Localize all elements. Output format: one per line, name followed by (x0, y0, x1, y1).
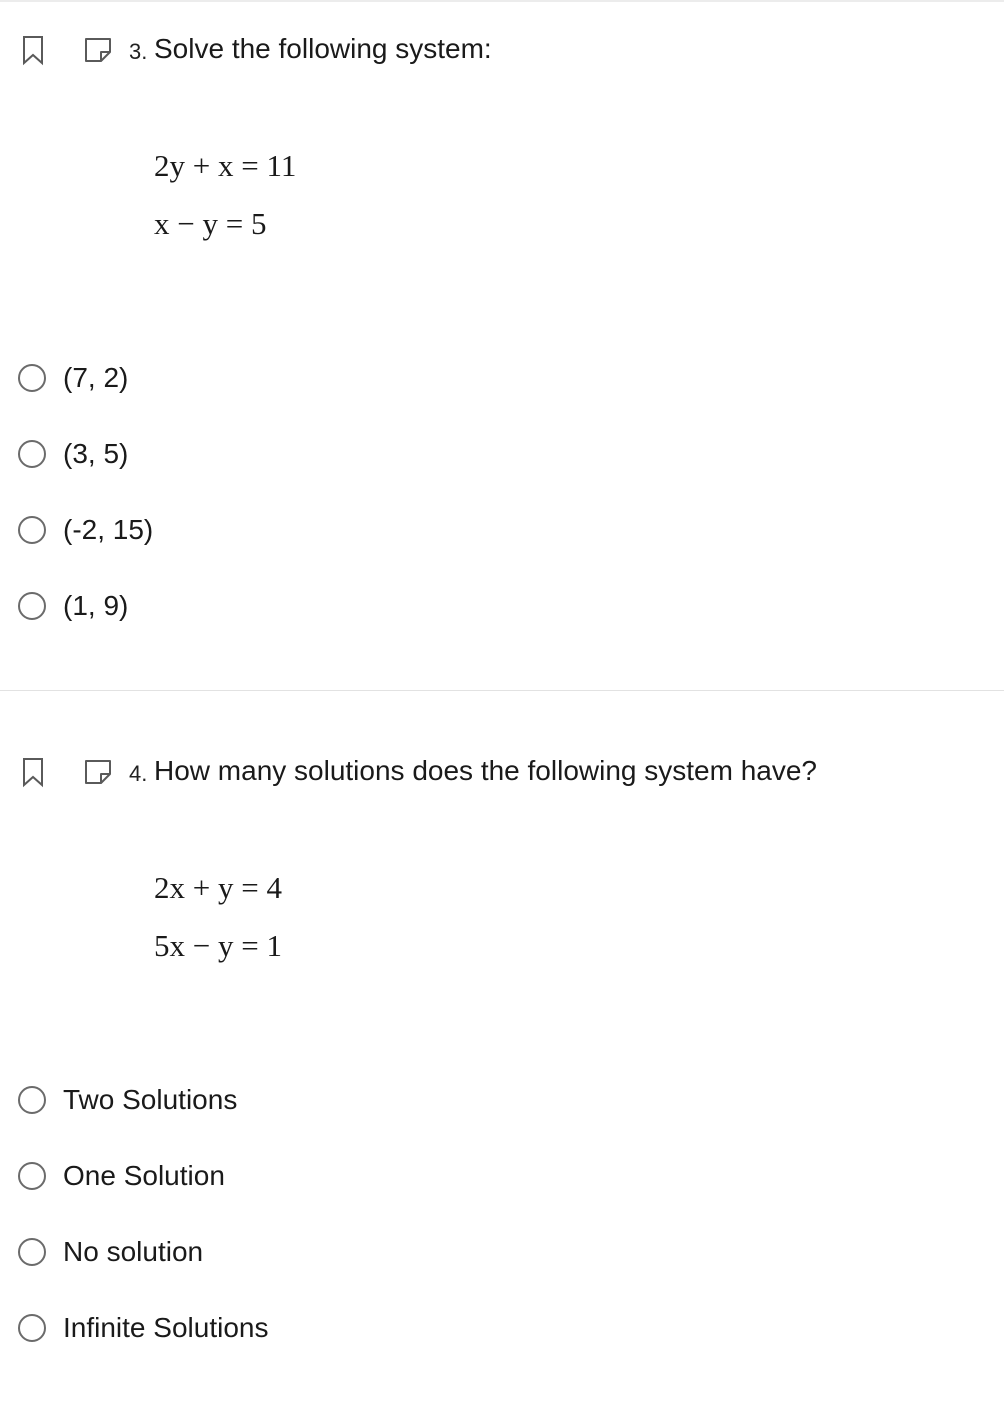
answer-option[interactable] (18, 362, 718, 402)
option-label: (-2, 15) (63, 514, 154, 545)
option-label: No solution (63, 1236, 204, 1267)
equation-1: 2x + y = 4 (154, 870, 282, 905)
answer-option[interactable] (18, 1084, 718, 1124)
radio-button[interactable] (18, 364, 46, 392)
option-label: Two Solutions (63, 1084, 238, 1115)
answer-option[interactable] (18, 1312, 718, 1352)
radio-button[interactable] (18, 516, 46, 544)
option-label: One Solution (63, 1160, 225, 1191)
equation-2: x − y = 5 (154, 206, 267, 241)
radio-button[interactable] (18, 592, 46, 620)
comment-icon[interactable] (83, 36, 113, 64)
question-text: How many solutions does the following system have? (154, 755, 818, 786)
answer-option[interactable] (18, 1160, 718, 1200)
answer-option[interactable] (18, 514, 718, 554)
option-label: (3, 5) (63, 438, 129, 469)
radio-button[interactable] (18, 440, 46, 468)
question-text: Solve the following system: (154, 33, 492, 64)
option-label: (1, 9) (63, 590, 129, 621)
question-4 (0, 752, 1004, 1372)
question-3 (0, 30, 1004, 650)
equation-2: 5x − y = 1 (154, 928, 282, 963)
top-rule (0, 0, 1004, 2)
section-divider (0, 690, 1004, 691)
answer-option[interactable] (18, 438, 718, 478)
question-number: 4. (129, 761, 148, 786)
question-header (0, 752, 1004, 792)
equation-1: 2y + x = 11 (154, 148, 297, 183)
answer-option[interactable] (18, 1236, 718, 1276)
question-number: 3. (129, 39, 148, 64)
answer-option[interactable] (18, 590, 718, 630)
question-header (0, 30, 1004, 70)
bookmark-icon[interactable] (20, 756, 46, 788)
radio-button[interactable] (18, 1238, 46, 1266)
option-label: Infinite Solutions (63, 1312, 269, 1343)
bookmark-icon[interactable] (20, 34, 46, 66)
radio-button[interactable] (18, 1314, 46, 1342)
comment-icon[interactable] (83, 758, 113, 786)
option-label: (7, 2) (63, 362, 129, 393)
radio-button[interactable] (18, 1086, 46, 1114)
radio-button[interactable] (18, 1162, 46, 1190)
